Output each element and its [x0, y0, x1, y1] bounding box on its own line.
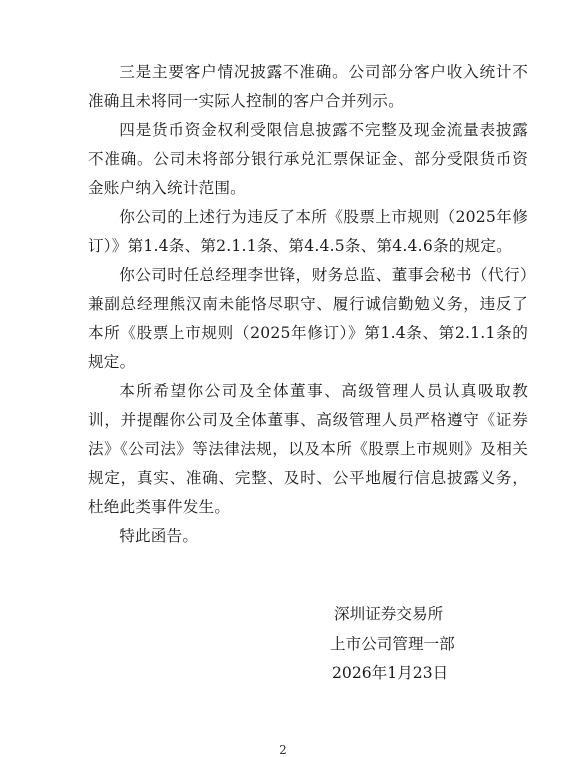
paragraph-closing: 特此函告。 [119, 527, 199, 545]
signature-department: 上市公司管理一部 [330, 634, 455, 653]
paragraph-rule-violation: 你公司的上述行为违反了本所《股票上市规则（2025年修订）》第1.4条、第2.1.1条、第4.4.5条、第4.4.6条的规定。 [88, 208, 528, 255]
paragraph-exchange-reminder: 本所希望你公司及全体董事、高级管理人员认真吸取教训，并提醒你公司及全体董事、高级管理人员严格遵守《证券法》《公司法》等法律法规，以及本所《股票上市规则》及相关规定，真实、准确、完整、及时、公平地履行信息披露义务，杜绝此类事件发生。 [88, 382, 528, 516]
paragraph-customer-disclosure: 三是主要客户情况披露不准确。公司部分客户收入统计不准确且未将同一实际人控制的客户合并列示。 [88, 63, 528, 110]
paragraph-restricted-funds: 四是货币资金权利受限信息披露不完整及现金流量表披露不准确。公司未将部分银行承兑汇票保证金、部分受限货币资金账户纳入统计范围。 [88, 121, 528, 197]
signature-block [330, 600, 530, 689]
signature-date: 2026年1月23日 [332, 664, 449, 682]
signature-organization: 深圳证券交易所 [334, 605, 444, 623]
page-number: 2 [279, 743, 287, 757]
paragraph-responsible-persons: 你公司时任总经理李世锋，财务总监、董事会秘书（代行）兼副总经理熊汉南未能恪尽职守、履行诚信勤勉义务，违反了本所《股票上市规则（2025年修订）》第1.4条、第2.1.1条的规定。 [88, 266, 528, 371]
letter-body [88, 58, 528, 551]
